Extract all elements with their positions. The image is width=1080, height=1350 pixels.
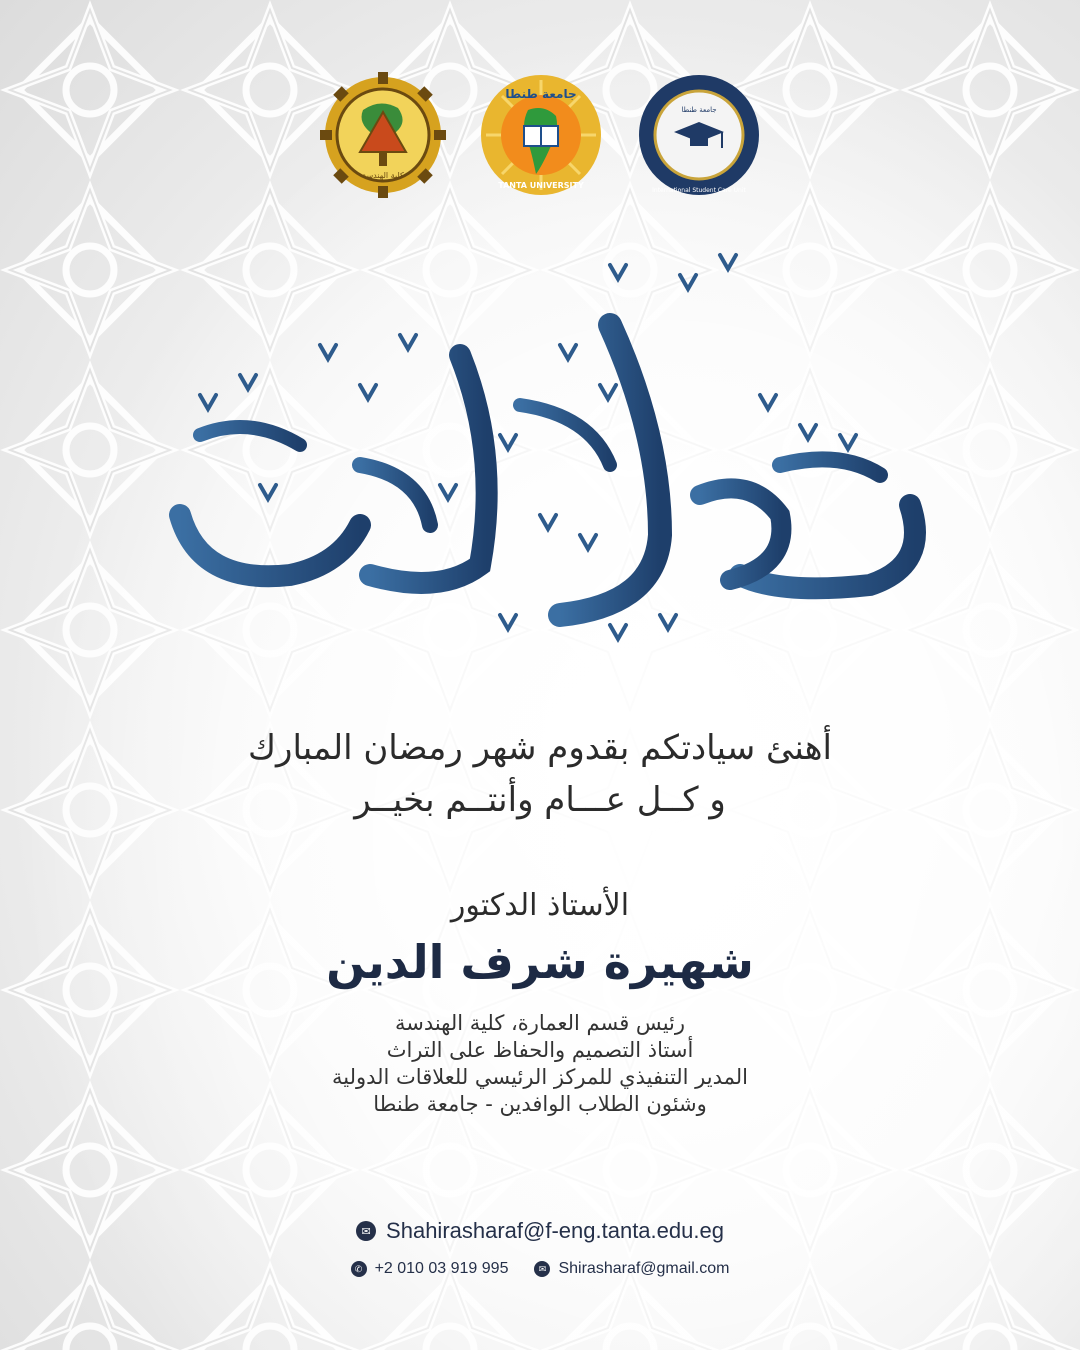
envelope-icon: ✉ [356,1221,376,1241]
tanta-logo-english: TANTA UNIVERSITY [498,181,584,190]
secondary-contact-row [0,1260,1080,1278]
tanta-logo-arabic: جامعة طنطا [505,87,577,101]
alt-email-link[interactable]: Shirasharaf@gmail.com [558,1260,730,1277]
role-line: وشئون الطلاب الوافدين - جامعة طنطا [373,1092,707,1116]
main-email-link[interactable]: Shahirasharaf@f-eng.tanta.edu.eg [386,1218,724,1243]
logos-row [0,70,1080,200]
main-email-row [0,1218,1080,1244]
ramadan-kareem-calligraphy [140,235,940,675]
engineering-logo-text: كلية الهندسة [362,171,404,180]
role-line: أستاذ التصميم والحفاظ على التراث [386,1038,694,1062]
tanta-university-logo [476,70,606,200]
phone-number[interactable]: +2 010 03 919 995 [374,1260,509,1277]
role-line: المدير التنفيذي للمركز الرئيسي للعلاقات الدولية [331,1065,749,1089]
care-unit-logo-english: International Student Care Unit [652,187,746,194]
envelope-icon: ✉ [534,1261,550,1277]
role-line: رئيس قسم العمارة، كلية الهندسة [394,1011,686,1035]
person-name: شهيرة شرف الدين [326,935,754,989]
honorific-title: الأستاذ الدكتور [450,888,630,923]
greeting-line-1: أهنئ سيادتكم بقدوم شهر رمضان المبارك [248,728,832,768]
care-unit-logo-arabic: جامعة طنطا [681,106,717,114]
student-care-unit-logo [634,70,764,200]
roles-list [0,1010,1080,1118]
phone-item [351,1260,509,1278]
greeting-line-2: و كــل عـــام وأنتــم بخيــر [354,780,726,820]
alt-email-item [534,1260,729,1278]
engineering-faculty-logo [318,70,448,200]
calligraphy-text: رمضان كريم [540,484,551,486]
phone-icon: ✆ [351,1261,367,1277]
